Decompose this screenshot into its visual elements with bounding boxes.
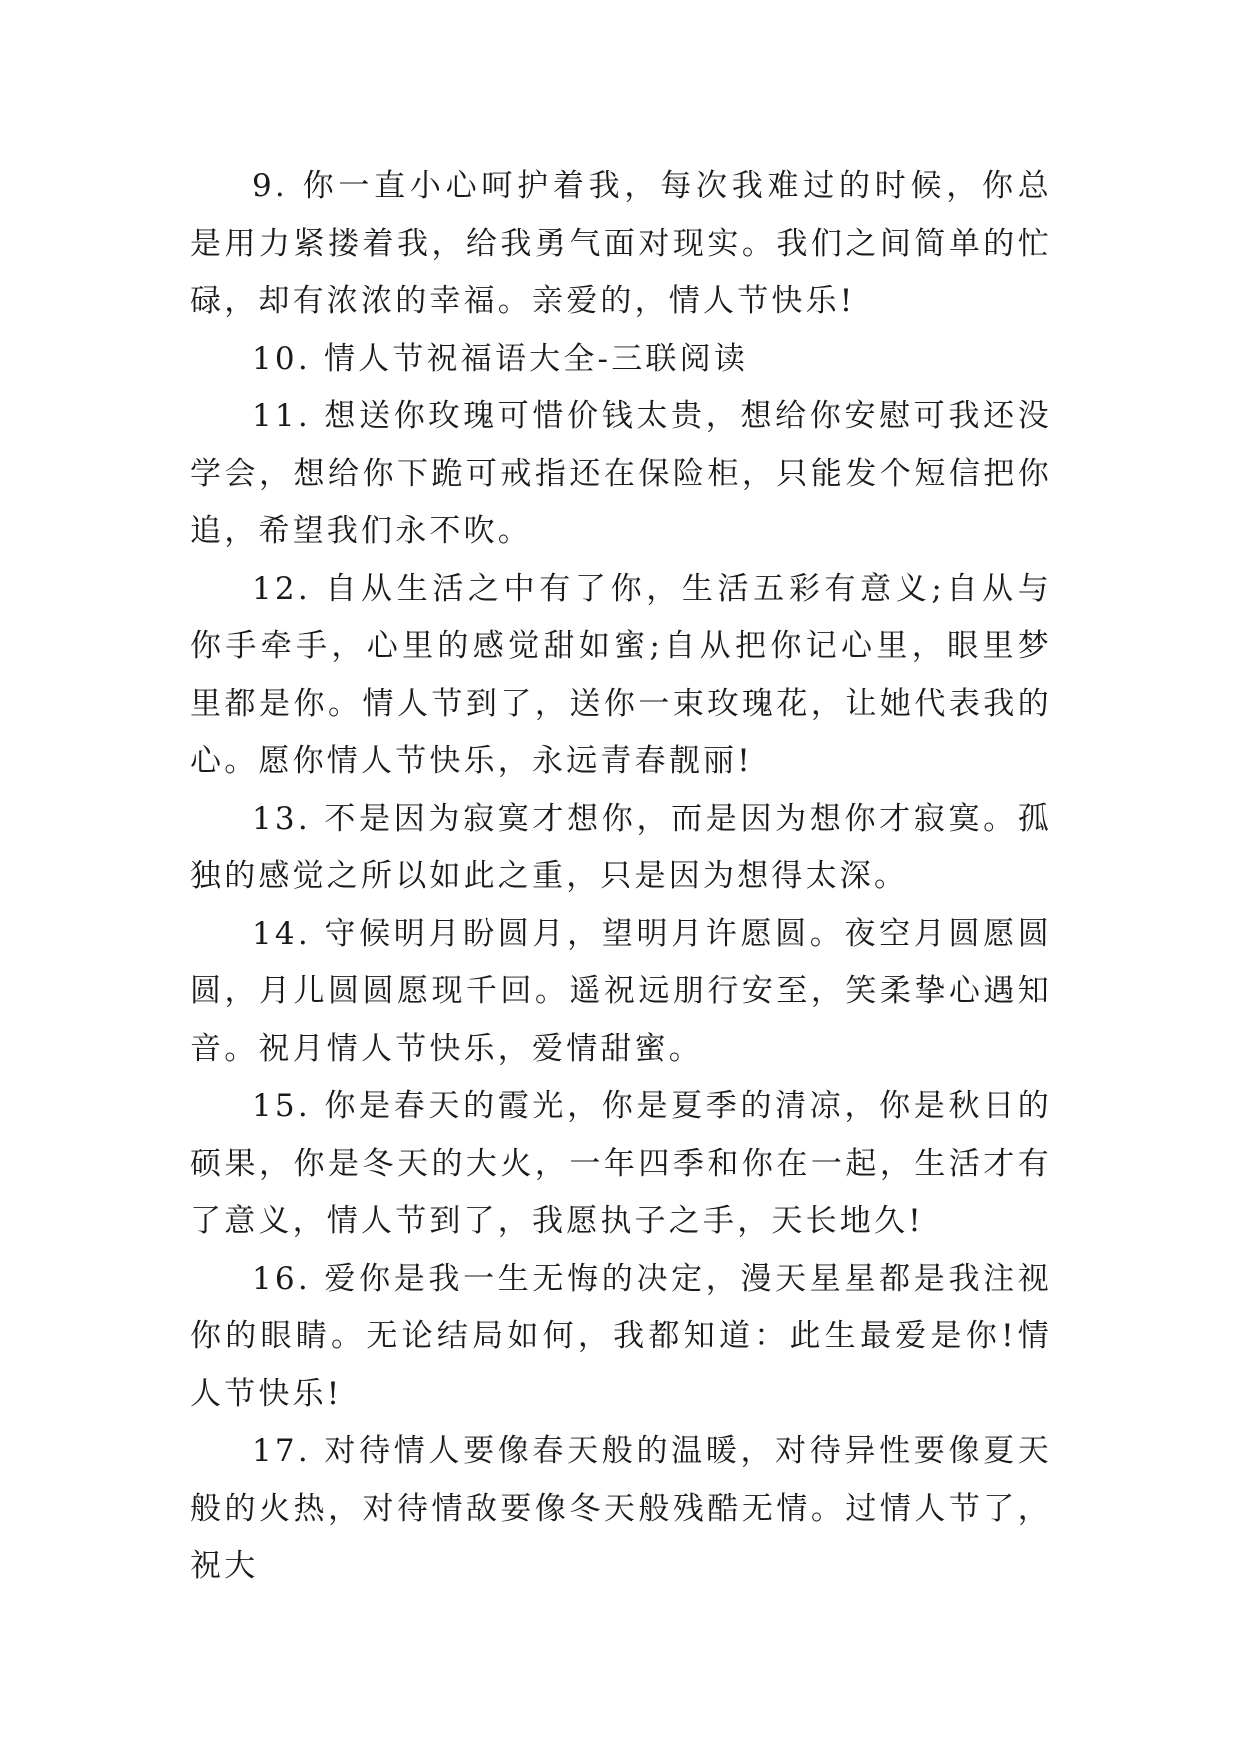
paragraph-12: 12. 自从生活之中有了你，生活五彩有意义;自从与你手牵手，心里的感觉甜如蜜;自从把你记心里，眼里梦里都是你。情人节到了，送你一束玫瑰花，让她代表我的心。愿你情人节快乐，永远青春靓丽!: [190, 570, 1052, 779]
paragraph-17: 17. 对待情人要像春天般的温暖，对待异性要像夏天般的火热，对待情敌要像冬天般残酷无情。过情人节了，祝大: [190, 1433, 1052, 1584]
paragraph-13: 13. 不是因为寂寞才想你，而是因为想你才寂寞。孤独的感觉之所以如此之重，只是因为想得太深。: [190, 800, 1052, 894]
paragraph-16: 16. 爱你是我一生无悔的决定，漫天星星都是我注视你的眼睛。无论结局如何，我都知道：此生最爱是你!情人节快乐!: [190, 1260, 1052, 1412]
paragraph-9: 9. 你一直小心呵护着我，每次我难过的时候，你总是用力紧搂着我，给我勇气面对现实。我们之间简单的忙碌，却有浓浓的幸福。亲爱的，情人节快乐!: [190, 168, 1052, 319]
document-body: [190, 158, 1052, 1596]
paragraph-10: 10. 情人节祝福语大全-三联阅读: [252, 340, 749, 377]
paragraph-15: 15. 你是春天的霞光，你是夏季的清凉，你是秋日的硕果，你是冬天的大火，一年四季和你在一起，生活才有了意义，情人节到了，我愿执子之手，天长地久!: [190, 1088, 1052, 1239]
paragraph-14: 14. 守候明月盼圆月，望明月许愿圆。夜空月圆愿圆圆，月儿圆圆愿现千回。遥祝远朋行安至，笑柔挚心遇知音。祝月情人节快乐，爱情甜蜜。: [190, 915, 1052, 1067]
paragraph-11: 11. 想送你玫瑰可惜价钱太贵，想给你安慰可我还没学会，想给你下跪可戒指还在保险柜，只能发个短信把你追，希望我们永不吹。: [190, 398, 1052, 549]
